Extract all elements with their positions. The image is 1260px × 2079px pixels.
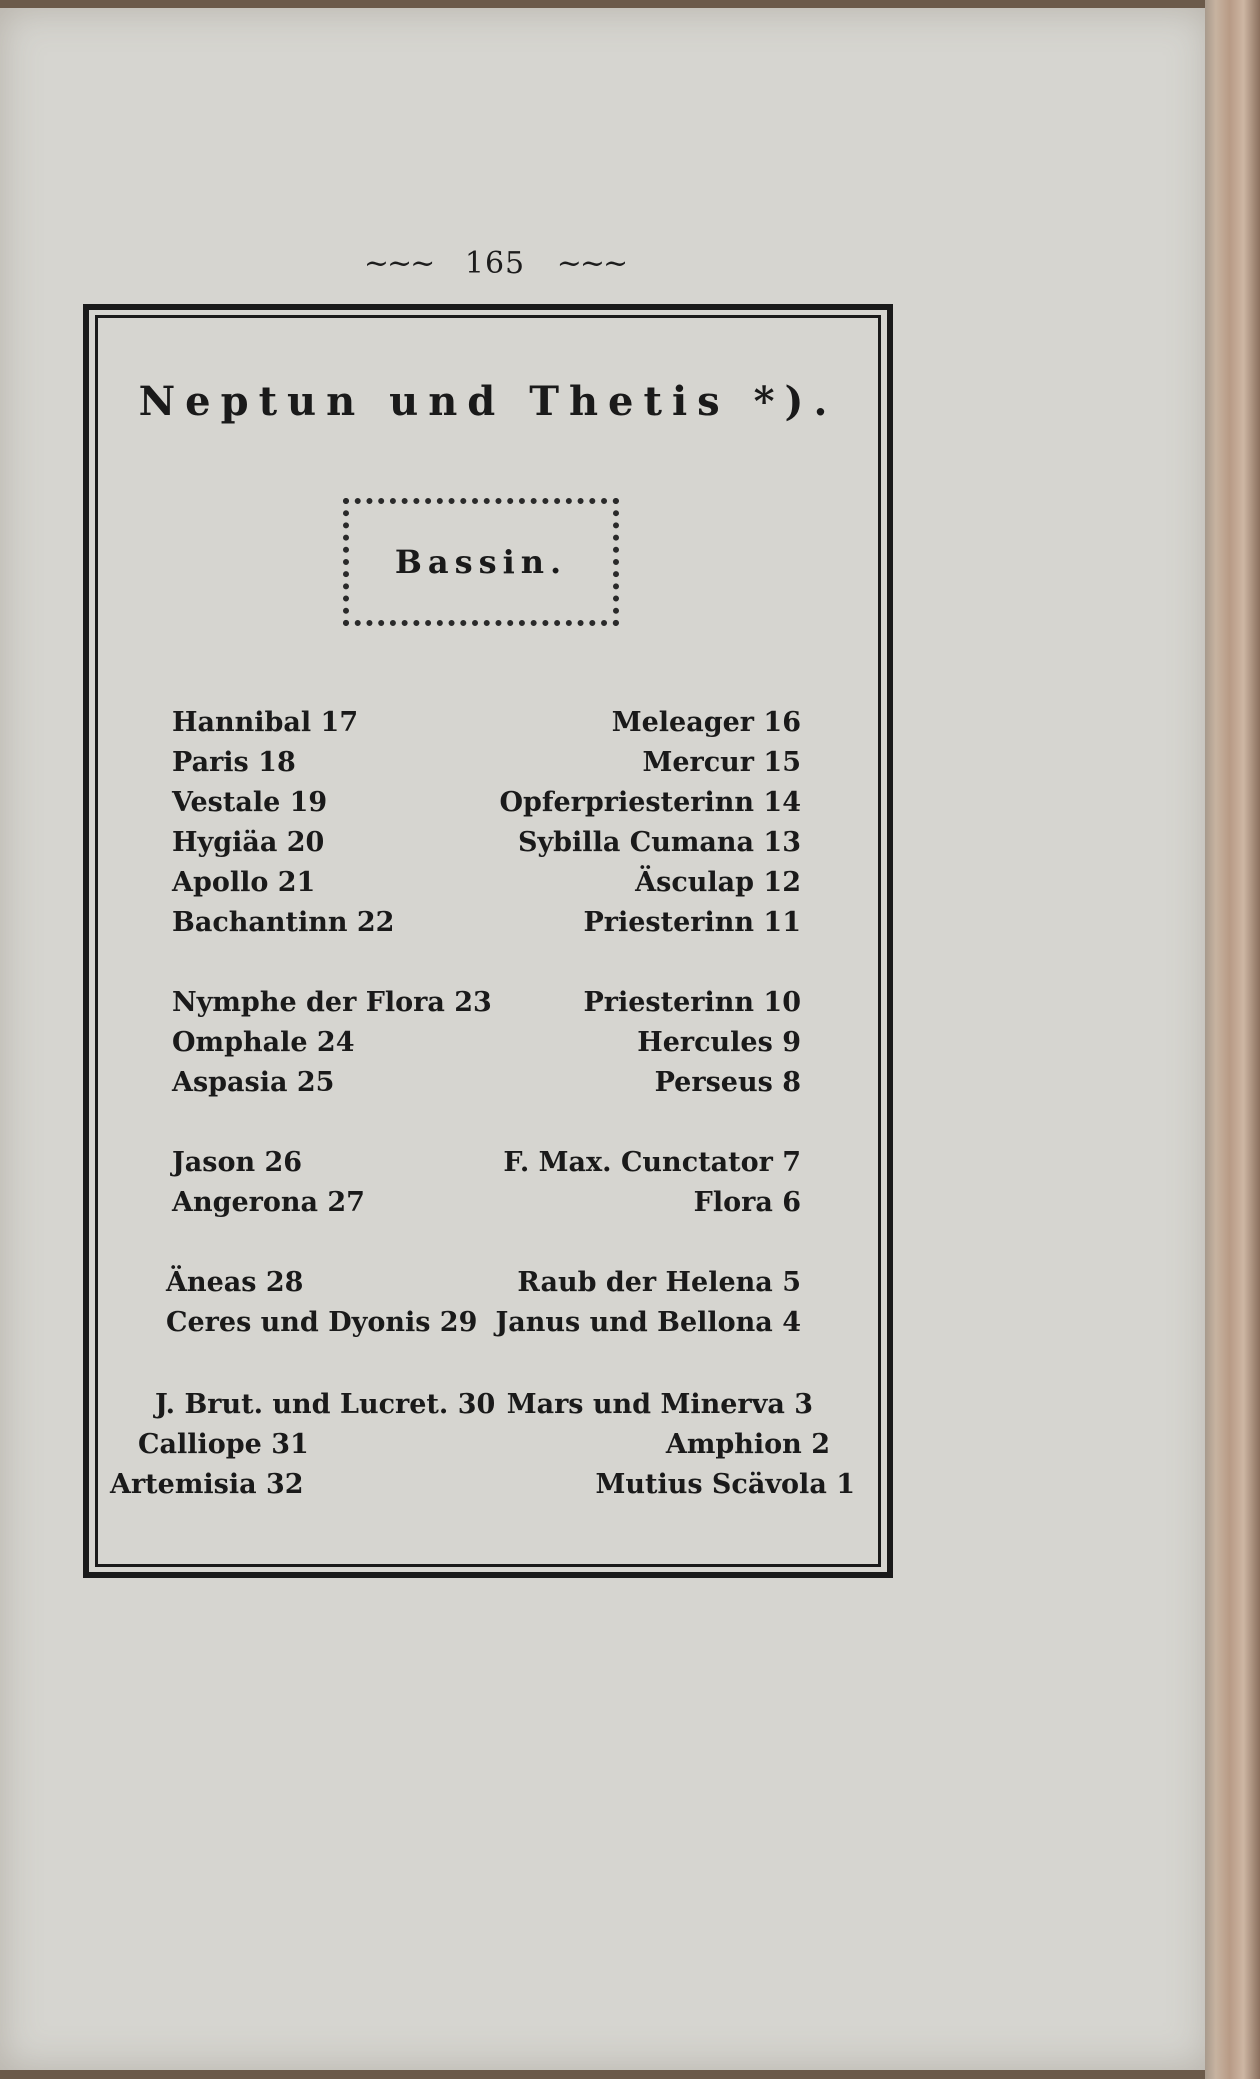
entry-right: Mutius Scävola 1 <box>595 1469 855 1500</box>
entry-left: Hygiäa 20 <box>172 827 325 858</box>
entry-right: Priesterinn 10 <box>583 987 801 1018</box>
entry-right: Hercules 9 <box>637 1027 801 1058</box>
entry-left: Angerona 27 <box>172 1187 365 1218</box>
entry-left: Paris 18 <box>172 747 296 778</box>
entry-right: Äsculap 12 <box>635 867 801 898</box>
basin-box <box>343 498 619 626</box>
entry-left: Äneas 28 <box>166 1267 304 1298</box>
entry-right: Perseus 8 <box>654 1067 801 1098</box>
entry-left: Aspasia 25 <box>172 1067 335 1098</box>
entry-left: Nymphe der Flora 23 <box>172 987 492 1018</box>
page-edges <box>1205 0 1260 2079</box>
basin-label: Bassin. <box>394 543 568 581</box>
entry-left: Omphale 24 <box>172 1027 355 1058</box>
entry-right: Amphion 2 <box>665 1429 830 1460</box>
page-number: 165 <box>464 246 526 281</box>
entry-right: Raub der Helena 5 <box>517 1267 801 1298</box>
entry-right: Mars und Minerva 3 <box>506 1389 813 1420</box>
entry-right: F. Max. Cunctator 7 <box>503 1147 801 1178</box>
entry-right: Sybilla Cumana 13 <box>517 827 801 858</box>
entry-right: Opferpriesterinn 14 <box>499 787 801 818</box>
entry-left: Vestale 19 <box>172 787 328 818</box>
entry-right: Mercur 15 <box>642 747 801 778</box>
entry-right: Janus und Bellona 4 <box>495 1307 801 1338</box>
entry-left: Jason 26 <box>172 1147 303 1178</box>
plan-title: Neptun und Thetis *). <box>138 378 838 425</box>
header-ornament-left: ~~~ <box>363 246 434 281</box>
header-ornament-right: ~~~ <box>556 246 627 281</box>
entry-left: Ceres und Dyonis 29 <box>166 1307 478 1338</box>
entry-left: Artemisia 32 <box>110 1469 304 1500</box>
entry-left: Apollo 21 <box>172 867 316 898</box>
page-header <box>0 246 990 281</box>
entry-left: Hannibal 17 <box>172 707 359 738</box>
entry-right: Priesterinn 11 <box>583 907 801 938</box>
entry-right: Flora 6 <box>693 1187 801 1218</box>
entry-right: Meleager 16 <box>611 707 801 738</box>
entry-left: Calliope 31 <box>138 1429 309 1460</box>
entry-left: Bachantinn 22 <box>172 907 395 938</box>
entry-left: J. Brut. und Lucret. 30 <box>155 1389 496 1420</box>
